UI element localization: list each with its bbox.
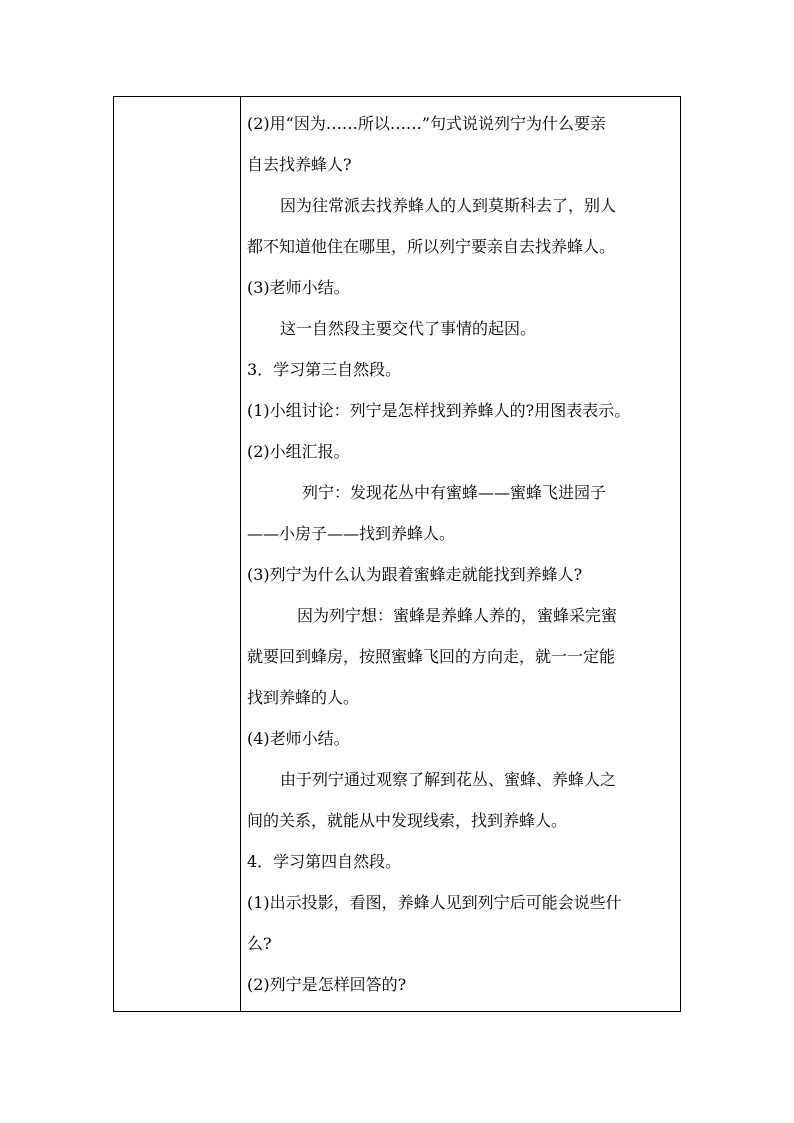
text-line: 因为列宁想：蜜蜂是养蜂人养的，蜜蜂采完蜜 — [297, 606, 618, 625]
section-heading: 4．学习第四自然段。 — [247, 852, 402, 871]
text-line: (2)小组汇报。 — [247, 442, 350, 461]
text-line: 都不知道他住在哪里，所以列宁要亲自去找养蜂人。 — [247, 237, 616, 256]
left-column-cell — [114, 97, 241, 1011]
text-line: 这一自然段主要交代了事情的起因。 — [280, 319, 537, 338]
section-heading: 3．学习第三自然段。 — [247, 360, 402, 379]
text-line: 自去找养蜂人? — [247, 155, 352, 174]
lesson-table — [113, 96, 681, 1012]
text-line: (1)小组讨论：列宁是怎样找到养蜂人的?用图表表示。 — [247, 401, 631, 420]
text-line: (3)老师小结。 — [247, 278, 350, 297]
text-line: 由于列宁通过观察了解到花丛、蜜蜂、养蜂人之 — [280, 770, 617, 789]
text-line: (2)列宁是怎样回答的? — [247, 975, 407, 994]
content-cell — [241, 97, 680, 1011]
text-line: 找到养蜂的人。 — [247, 688, 360, 707]
text-line: ——小房子——找到养蜂人。 — [247, 524, 456, 543]
text-line: 就要回到蜂房，按照蜜蜂飞回的方向走，就一一定能 — [247, 647, 616, 666]
text-line: 么? — [247, 934, 272, 953]
text-line: 列宁：发现花丛中有蜜蜂——蜜蜂飞进园子 — [302, 483, 607, 502]
text-line: (2)用“因为……所以……”句式说说列宁为什么要亲 — [247, 114, 607, 133]
text-line: (3)列宁为什么认为跟着蜜蜂走就能找到养蜂人? — [247, 565, 583, 584]
text-line: (4)老师小结。 — [247, 729, 350, 748]
text-line: 间的关系，就能从中发现线索，找到养蜂人。 — [247, 811, 568, 830]
text-line: (1)出示投影，看图，养蜂人见到列宁后可能会说些什 — [247, 893, 622, 912]
text-line: 因为往常派去找养蜂人的人到莫斯科去了，别人 — [280, 196, 617, 215]
